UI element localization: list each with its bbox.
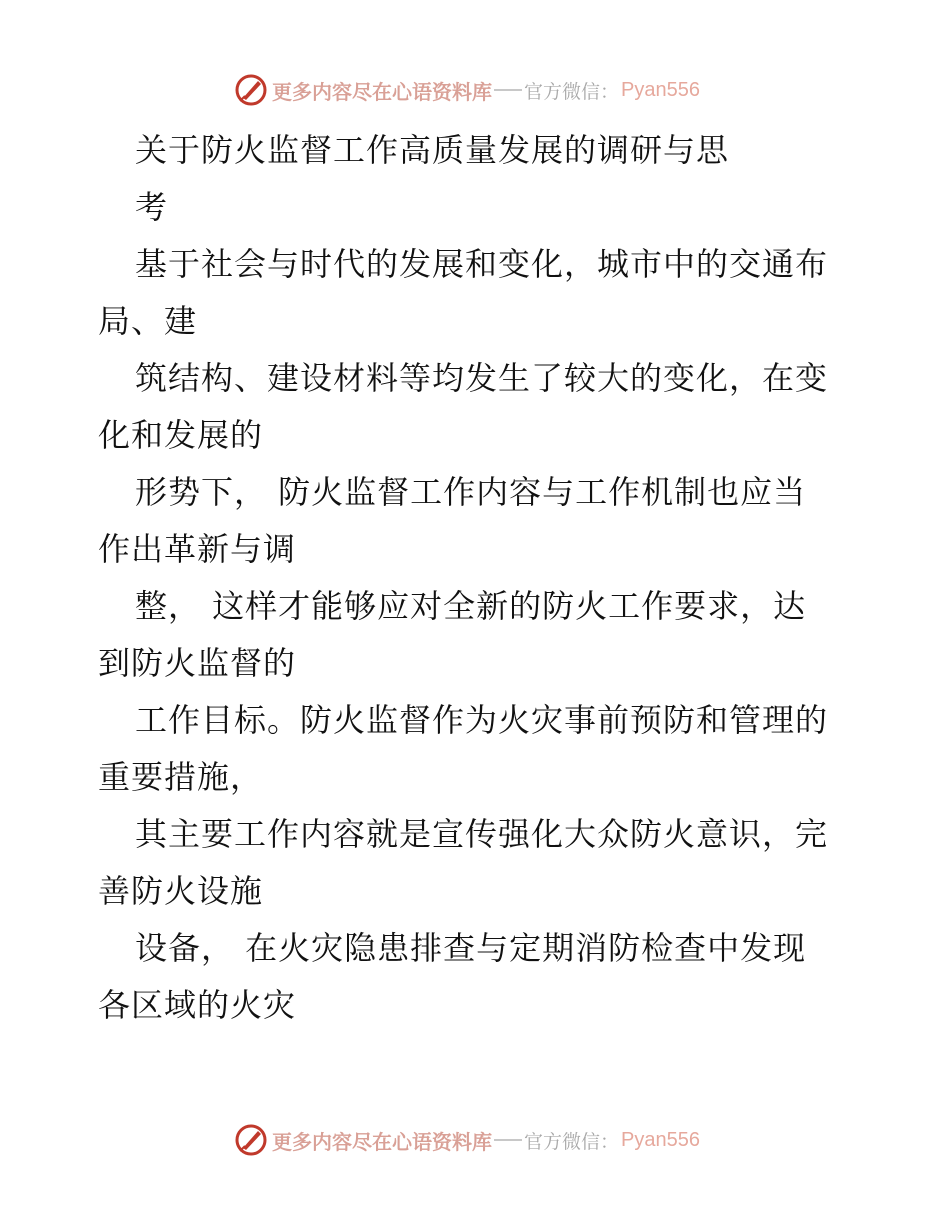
divider	[494, 89, 522, 91]
wechat-handle: Pyan556	[621, 78, 700, 101]
promo-text: 更多内容尽在心语资料库	[272, 1129, 492, 1154]
paragraph-line: 工作目标。防火监督作为火灾事前预防和管理的	[135, 701, 829, 739]
paragraph-line: 重要措施，	[98, 758, 264, 796]
paragraph-line: 作出革新与调	[98, 530, 297, 568]
paragraph-line: 形势下， 防火监督工作内容与工作机制也应当	[135, 473, 807, 511]
quill-logo-icon	[234, 73, 268, 107]
paragraph-line: 到防火监督的	[98, 644, 297, 682]
wechat-handle: Pyan556	[621, 1128, 700, 1151]
wechat-label: 官方微信：	[524, 80, 620, 103]
divider	[494, 1139, 522, 1141]
header-watermark	[234, 72, 700, 108]
paragraph-line: 局、建	[98, 302, 198, 340]
footer-watermark	[234, 1122, 700, 1158]
quill-logo-icon	[234, 1123, 268, 1157]
paragraph-line: 善防火设施	[98, 872, 264, 910]
title-line-2: 考	[135, 188, 169, 226]
document-body	[98, 122, 888, 1034]
paragraph-line: 化和发展的	[98, 416, 264, 454]
paragraph-line: 筑结构、建设材料等均发生了较大的变化，在变	[135, 359, 829, 397]
paragraph-line: 其主要工作内容就是宣传强化大众防火意识，完	[135, 815, 829, 853]
paragraph-line: 整， 这样才能够应对全新的防火工作要求，达	[135, 587, 807, 625]
title-line-1: 关于防火监督工作高质量发展的调研与思	[135, 131, 730, 169]
paragraph-line: 基于社会与时代的发展和变化，城市中的交通布	[135, 245, 829, 283]
promo-text: 更多内容尽在心语资料库	[272, 79, 492, 104]
paragraph-line: 各区域的火灾	[98, 986, 297, 1024]
paragraph-line: 设备， 在火灾隐患排查与定期消防检查中发现	[135, 929, 807, 967]
wechat-label: 官方微信：	[524, 1130, 620, 1153]
